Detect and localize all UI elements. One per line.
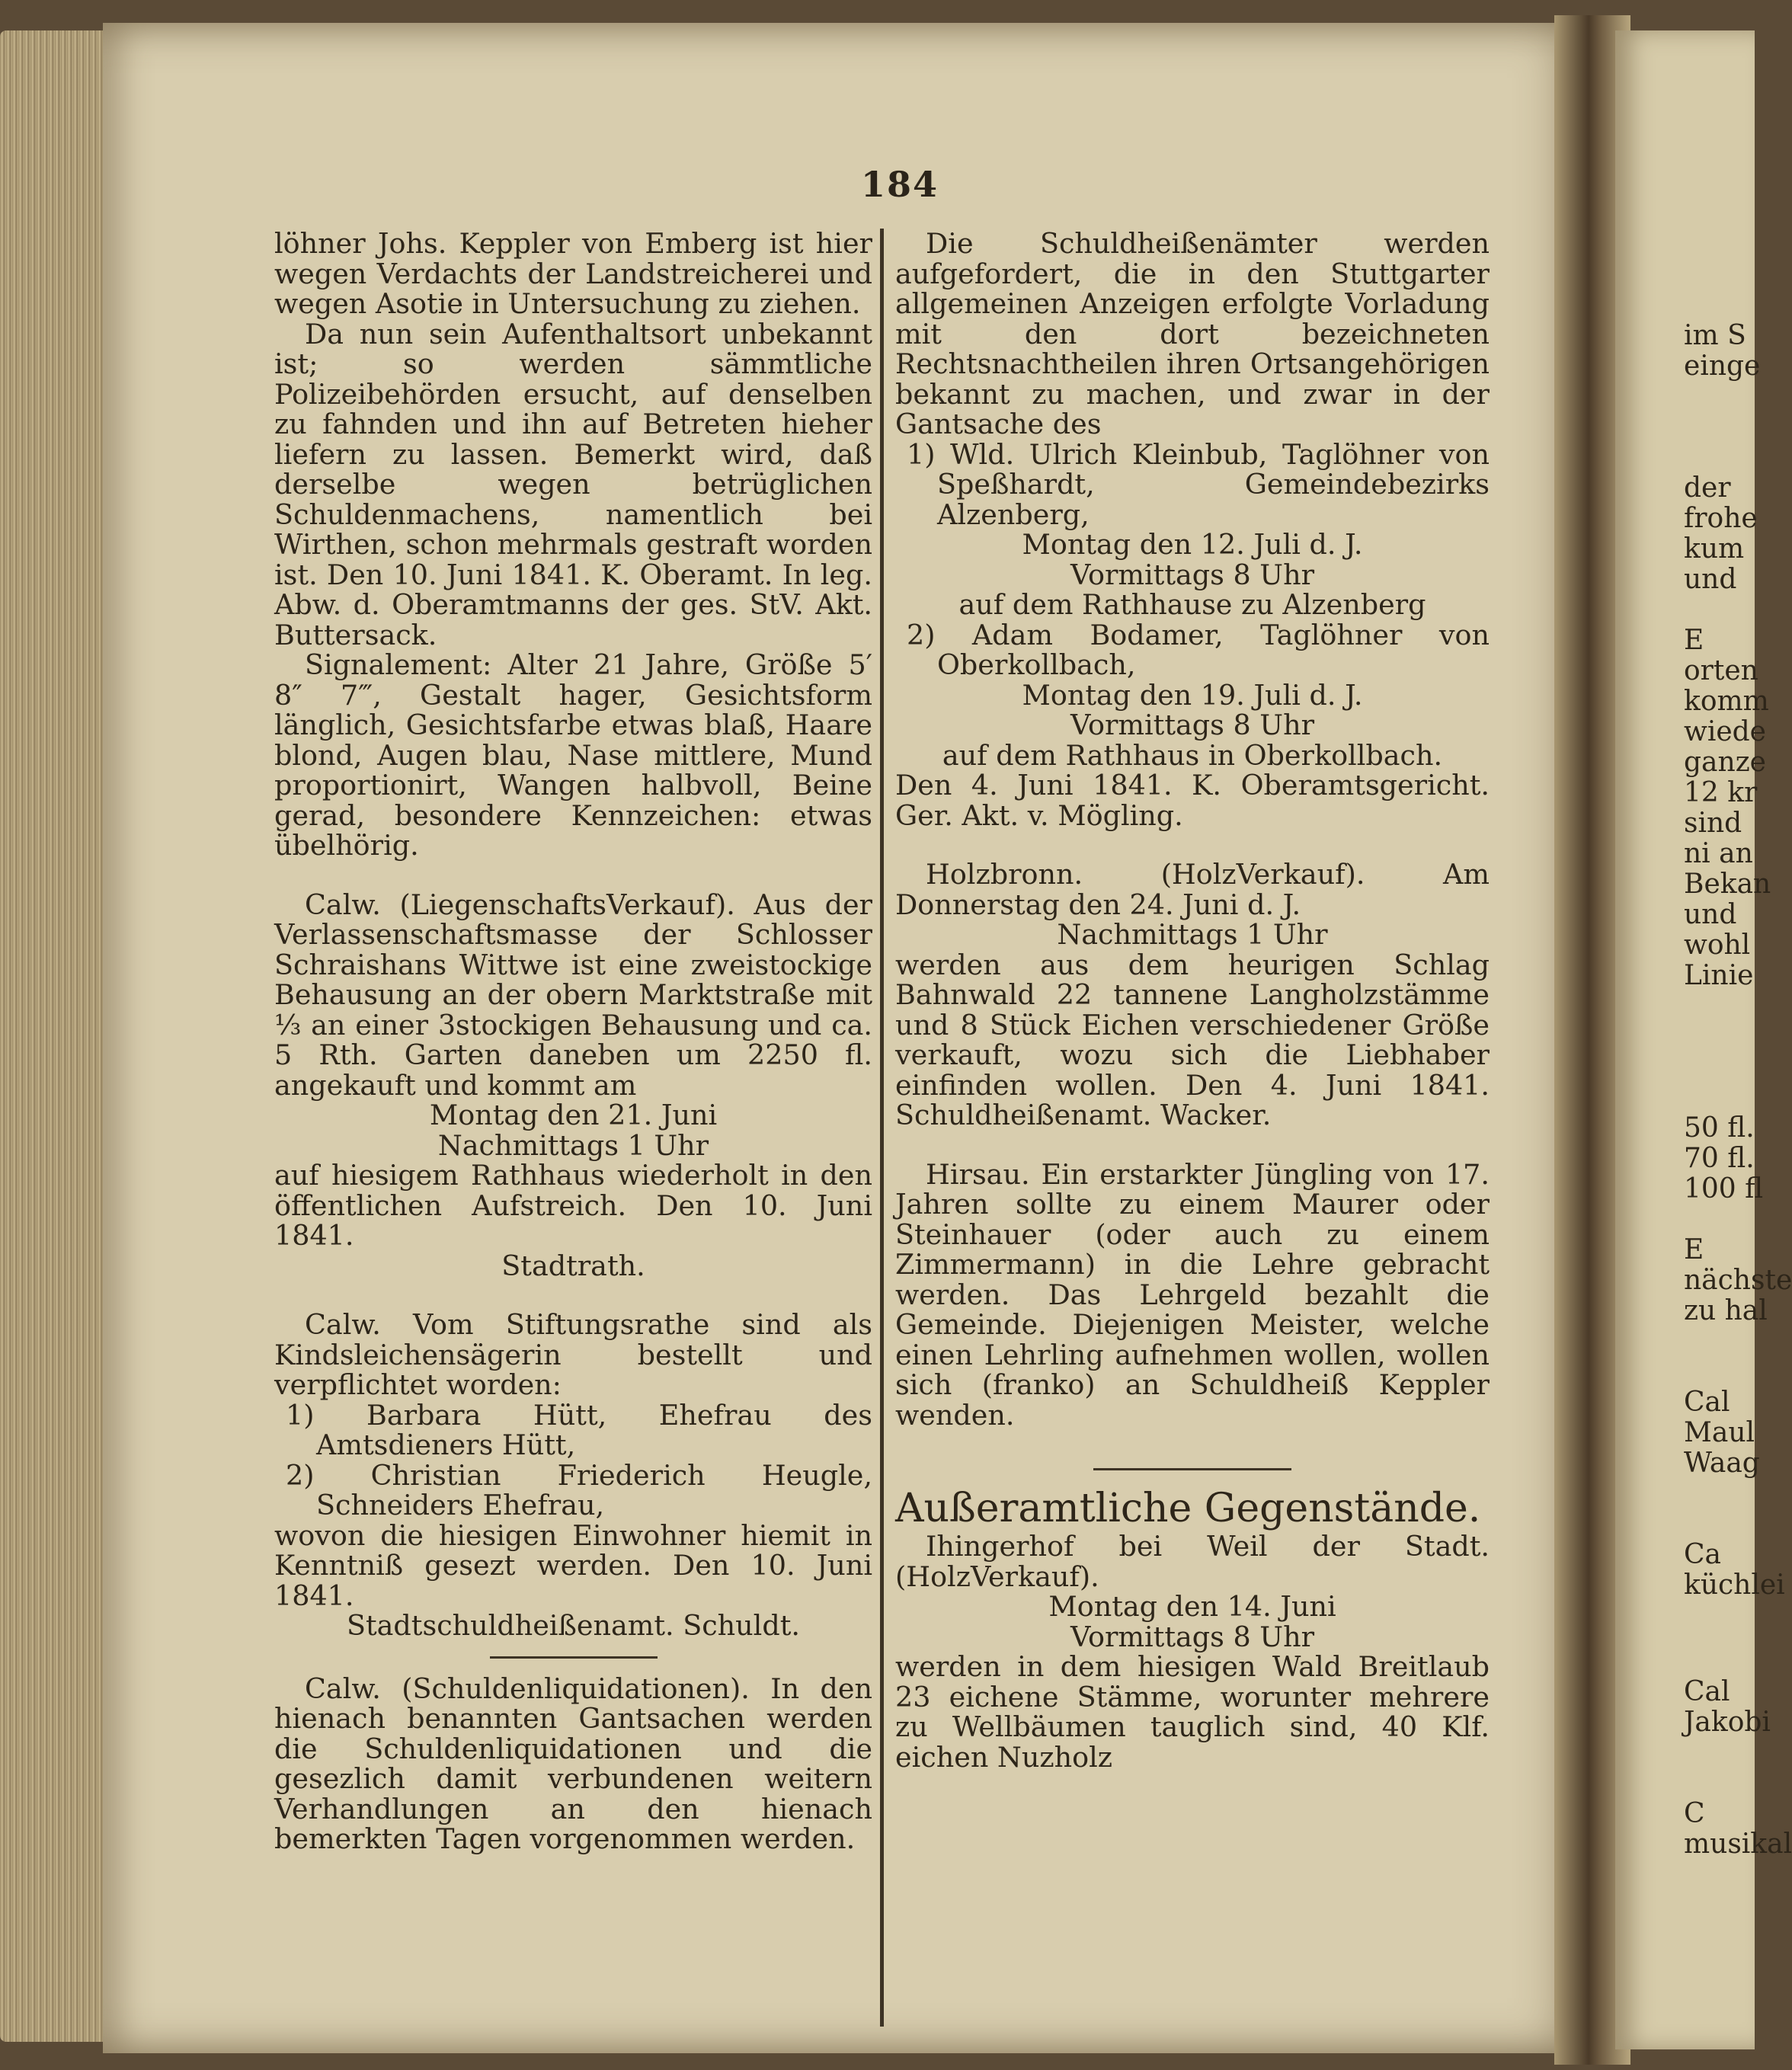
- section-rule: [1093, 1468, 1291, 1470]
- facing-page-fragment: Maul: [1684, 1417, 1755, 1448]
- facing-page-fragment: 100 fl: [1684, 1173, 1764, 1205]
- section-heading: Außeramtliche Gegenstände.: [895, 1486, 1481, 1531]
- time-line: Vormittags 8 Uhr: [1070, 709, 1315, 741]
- facing-page-fragment: Ca: [1684, 1539, 1722, 1570]
- facing-page-fragment: Jakobi: [1684, 1707, 1771, 1738]
- facing-page-fragment: Waag: [1684, 1448, 1760, 1479]
- paragraph: löhner Johs. Keppler von Emberg ist hier wegen Verdachts der Landstreicherei und wegen Asotie in Untersuchung zu ziehen.: [274, 227, 872, 320]
- facing-page-fragment: ganze: [1684, 747, 1766, 778]
- facing-page-fragment: nächste: [1684, 1265, 1792, 1296]
- list-item: 1) Wld. Ulrich Kleinbub, Taglöhner von Speßhardt, Gemeindebezirks Alzenberg,: [907, 437, 1490, 531]
- section-rule: [490, 1656, 658, 1659]
- facing-page-fragment: zu hal: [1684, 1295, 1768, 1326]
- left-column: [274, 229, 872, 1854]
- facing-page-fragment: C: [1684, 1798, 1705, 1829]
- facing-page-fragment: im S: [1684, 320, 1746, 351]
- facing-page-fragment: sind: [1684, 808, 1742, 839]
- facing-page-fragment: wiede: [1684, 716, 1766, 747]
- facing-page-fragment: frohe: [1684, 503, 1758, 534]
- paragraph: werden in dem hiesigen Wald Breitlaub 23 eichene Stämme, worunter mehrere zu Wellbäumen tauglich sind, 40 Klf. eichen Nuzholz: [895, 1650, 1490, 1774]
- notice-hirsau: Hirsau. Ein erstarkter Jüngling von 17. Jahren sollte zu einem Maurer oder Steinhauer (oder auch zu einem Zimmermann) in die Lehre gebracht werden. Das Lehrgeld bezahlt die Gemeinde. Diejenigen Meister, welche einen Lehrling aufnehmen wollen, wollen sich (franko) an Schuldheiß Keppler wenden.: [895, 1157, 1490, 1432]
- time-line: Vormittags 8 Uhr: [1070, 1620, 1315, 1653]
- date-line: Montag den 21. Juni: [429, 1099, 718, 1131]
- notice-schuldenliquidationen: Calw. (Schuldenliquidationen). In den hienach benannten Gantsachen werden die Schuldenliquidationen und die gesezlich damit verbundenen weitern Verhandlungen an den hienach bemerkten Tagen vorgenommen werden.: [274, 1672, 872, 1855]
- paragraph: Da nun sein Aufenthaltsort unbekannt ist; so werden sämmtliche Polizeibehörden ersucht, auf denselben zu fahnden und ihn auf Betreten hieher liefern zu lassen. Bemerkt wird, daß derselbe wegen betrüglichen Schuldenmachens, namentlich bei Wirthen, schon mehrmals gestraft worden ist. Den 10. Juni 1841. K. Oberamt. In leg. Abw. d. Oberamtmanns der ges. StV. Akt. Buttersack.: [274, 317, 872, 651]
- facing-page-fragment: Bekan: [1684, 869, 1771, 900]
- date-line: Montag den 12. Juli d. J.: [1022, 528, 1363, 561]
- list-item: 1) Barbara Hütt, Ehefrau des Amtsdieners Hütt,: [286, 1398, 872, 1461]
- paragraph: wovon die hiesigen Einwohner hiemit in Kenntniß gesezt werden. Den 10. Juni 1841.: [274, 1518, 872, 1612]
- signalement-paragraph: Signalement: Alter 21 Jahre, Größe 5′ 8″ 7‴, Gestalt hager, Gesichtsform länglich, Gesichtsfarbe etwas blaß, Haare blond, Augen blau, Nase mittlere, Mund proportionirt, Wangen halbvoll, Beine gerad, besondere Kennzeichen: etwas übelhörig.: [274, 648, 872, 862]
- page-number: 184: [861, 164, 939, 205]
- list-item: 2) Adam Bodamer, Taglöhner von Oberkollbach,: [907, 618, 1490, 681]
- notice-stiftungsrat: Calw. Vom Stiftungsrathe sind als Kindsleichensägerin bestellt und verpflichtet worden:: [274, 1308, 872, 1401]
- facing-page-fragment: und: [1684, 899, 1737, 930]
- facing-page-fragment: einge: [1684, 350, 1761, 382]
- signature: Stadtrath.: [501, 1249, 645, 1282]
- facing-page-fragment: 12 kr: [1684, 777, 1758, 808]
- facing-page-fragment: Cal: [1684, 1676, 1730, 1707]
- place-line: auf dem Rathhause zu Alzenberg: [958, 588, 1426, 621]
- date-line: Montag den 19. Juli d. J.: [1022, 678, 1363, 712]
- list-item: 2) Christian Friederich Heugle, Schneiders Ehefrau,: [286, 1458, 872, 1521]
- signature: Den 4. Juni 1841. K. Oberamtsgericht. Ger. Akt. v. Mögling.: [895, 769, 1490, 832]
- facing-page-fragment: orten: [1684, 655, 1758, 686]
- facing-page-fragment: komm: [1684, 686, 1769, 717]
- signature: Stadtschuldheißenamt. Schuldt.: [347, 1609, 800, 1642]
- facing-page-fragment: musikal: [1684, 1828, 1792, 1860]
- page-edges: [0, 30, 114, 2042]
- facing-page-fragment: Linie: [1684, 960, 1754, 991]
- time-line: Nachmittags 1 Uhr: [1057, 918, 1328, 951]
- facing-page-fragment: küchlei: [1684, 1569, 1785, 1601]
- facing-page-fragment: kum: [1684, 533, 1745, 565]
- facing-page-fragment: wohl: [1684, 929, 1751, 961]
- facing-page-fragment: Cal: [1684, 1387, 1730, 1418]
- time-line: Vormittags 8 Uhr: [1070, 558, 1315, 591]
- paragraph: Die Schuldheißenämter werden aufgefordert, die in den Stuttgarter allgemeinen Anzeigen erfolgte Vorladung mit den dort bezeichneten Rechtsnachtheilen ihren Ortsangehörigen bekannt zu machen, und zwar in der Gantsache des: [895, 227, 1490, 440]
- facing-page-fragment: E: [1684, 625, 1704, 656]
- facing-page-fragment: ni an: [1684, 838, 1753, 869]
- date-line: Montag den 14. Juni: [1048, 1590, 1336, 1623]
- facing-page-fragment: 50 fl.: [1684, 1112, 1755, 1144]
- paragraph: werden aus dem heurigen Schlag Bahnwald 22 tannene Langholzstämme und 8 Stück Eichen verschiedener Größe verkauft, wozu sich die Liebhaber einfinden wollen. Den 4. Juni 1841. Schuldheißenamt. Wacker.: [895, 948, 1490, 1131]
- right-column: [895, 229, 1490, 1772]
- column-divider: [880, 229, 884, 2027]
- paragraph: auf hiesigem Rathhaus wiederholt in den öffentlichen Aufstreich. Den 10. Juni 1841.: [274, 1159, 872, 1252]
- time-line: Nachmittags 1 Uhr: [437, 1128, 709, 1162]
- notice-holzbronn: Holzbronn. (HolzVerkauf). Am Donnerstag den 24. Juni d. J.: [895, 858, 1490, 921]
- facing-page-fragment: und: [1684, 564, 1737, 595]
- place-line: auf dem Rathhaus in Oberkollbach.: [942, 738, 1443, 772]
- facing-page-fragment: E: [1684, 1234, 1704, 1265]
- notice-liegenschaftsverkauf: Calw. (LiegenschaftsVerkauf). Aus der Verlassenschaftsmasse der Schlosser Schraishans Wittwe ist eine zweistockige Behausung an der obern Marktstraße mit ⅓ an einer 3stockigen Behausung und ca. 5 Rth. Garten daneben um 2250 fl. angekauft und kommt am: [274, 888, 872, 1102]
- facing-page-fragment: 70 fl.: [1684, 1143, 1755, 1174]
- notice-ihingerhof: Ihingerhof bei Weil der Stadt. (HolzVerkauf).: [895, 1530, 1490, 1593]
- facing-page-fragment: der: [1684, 472, 1731, 504]
